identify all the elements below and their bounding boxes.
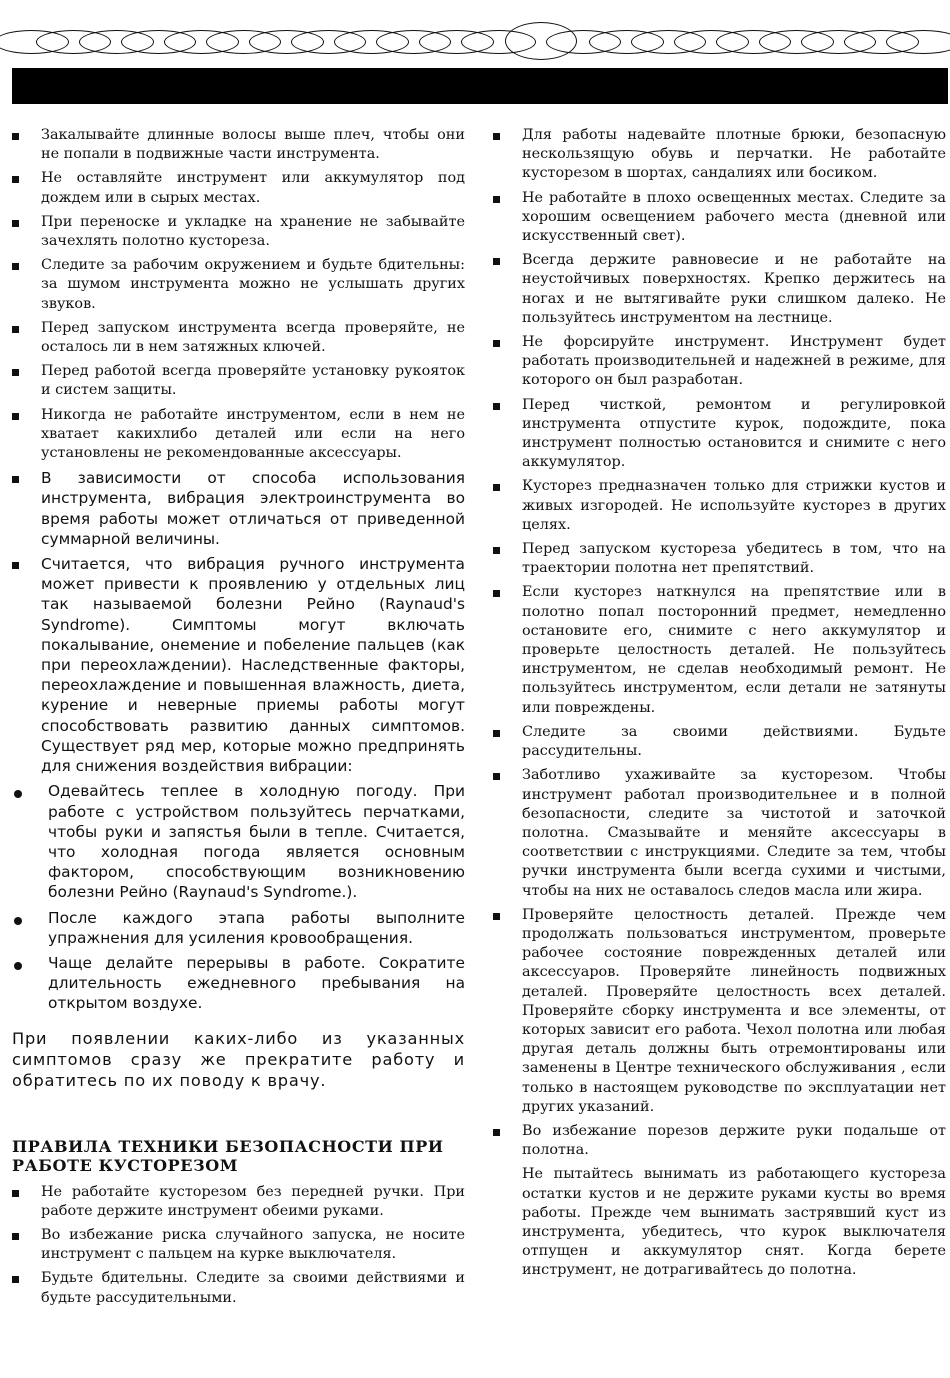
item-text: Не оставляйте инструмент или аккумулятор под дождем или в сырых местах. — [41, 170, 465, 206]
item-text: Не работайте кусторезом без передней ручки. При работе держите инструмент обеими руками. — [41, 1183, 465, 1219]
safety-item — [493, 906, 946, 1117]
round-bullet-icon — [14, 962, 22, 970]
item-text: Кусторез предназначен только для стрижки кустов и живых изгородей. Не используйте кусторез в других целях. — [522, 478, 946, 533]
square-bullet-icon — [12, 326, 19, 333]
item-text: Не работайте в плохо освещенных местах. Следите за хорошим освещением рабочего места (дневной или искусственный свет). — [522, 189, 946, 245]
square-bullet-icon — [493, 484, 500, 491]
square-bullet-icon — [493, 258, 500, 265]
safety-item — [12, 213, 465, 251]
square-bullet-icon — [12, 413, 19, 420]
item-text: Если кусторез наткнулся на препятствие или в полотно попал посторонний предмет, немедленно остановите его, снимите с него аккумулятор и проверьте целостность деталей. Не пользуйтесь инструментом, не сделав необходимый ремонт. Не пользуйтесь инструментом, если детали не затянуты или повреждены. — [522, 584, 946, 716]
item-text: Никогда не работайте инструментом, если в нем не хватает какихлибо деталей или если на него установлены не рекомендованные аксессуары. — [41, 406, 465, 462]
safety-item — [493, 723, 946, 761]
square-bullet-icon — [12, 133, 19, 140]
page-oval — [886, 30, 950, 54]
item-text: Закалывайте длинные волосы выше плеч, чтобы они не попали в подвижные части инструмента. — [41, 127, 465, 163]
safety-item — [493, 477, 946, 535]
item-text: Во избежание риска случайного запуска, не носите инструмент с пальцем на курке выключателя. — [41, 1226, 465, 1263]
item-text: Следите за рабочим окружением и будьте бдительны: за шумом инструмента можно не услышать других звуков. — [41, 257, 465, 312]
item-text: Перед чисткой, ремонтом и регулировкой инструмента отпустите курок, подождите, пока инструмент полностью остановится и снимите с него аккумулятор. — [522, 396, 946, 471]
item-text: При переноске и укладке на хранение не забывайте зачехлять полотно кустореза. — [41, 213, 465, 250]
hedge-trimmer-rule — [12, 1269, 465, 1307]
square-bullet-icon — [12, 476, 19, 483]
item-text: Во избежание порезов держите руки подальше от полотна. — [522, 1122, 946, 1159]
item-text: В зависимости от способа использования инструмента, вибрация электроинструмента во время работы может отличаться от приведенной суммарной величины. — [41, 469, 465, 548]
safety-item — [12, 554, 465, 776]
safety-item — [493, 540, 946, 578]
item-text: Перед работой всегда проверяйте установку рукояток и систем защиты. — [41, 363, 465, 399]
item-text: Всегда держите равновесие и не работайте на неустойчивых поверхностях. Крепко держитесь на ногах и не вытягивайте руки слишком далеко. Не пользуйтесь инструментом на лестнице. — [522, 252, 946, 326]
square-bullet-icon — [493, 913, 500, 920]
safety-item — [493, 333, 946, 391]
square-bullet-icon — [493, 340, 500, 347]
square-bullet-icon — [493, 590, 500, 597]
square-bullet-icon — [12, 1276, 19, 1283]
safety-item — [12, 468, 465, 549]
safety-item — [12, 126, 465, 164]
closing-paragraph: Не пытайтесь вынимать из работающего кустореза остатки кустов и не держите руками кусты во время работы. Прежде чем вынимать застрявший куст из инструмента, убедитесь, что курок выключателя отпущен и аккумулятор снят. Когда берете инструмент, не дотрагивайтесь до полотна. — [522, 1166, 946, 1279]
square-bullet-icon — [12, 176, 19, 183]
square-bullet-icon — [12, 369, 19, 376]
safety-item — [493, 1122, 946, 1160]
item-text: Проверяйте целостность деталей. Прежде чем продолжать пользоваться инструментом, проверьте рабочее состояние поврежденных деталей или аксессуаров. Проверяйте линейность подвижных деталей. Проверяйте целостность всех деталей. Проверяйте сборку инструмента и все элементы, от которых зависит его работа. Чехол полотна или любая другая деталь должны быть отремонтированы или заменены в Центре технического обслуживания , если только в настоящем руководстве по эксплуатации нет других указаний. — [522, 906, 946, 1115]
square-bullet-icon — [493, 1129, 500, 1136]
safety-item — [493, 583, 946, 717]
right-column — [493, 126, 946, 1286]
safety-item — [12, 319, 465, 357]
square-bullet-icon — [12, 562, 19, 569]
safety-item — [12, 256, 465, 314]
item-text: Заботливо ухаживайте за кусторезом. Чтобы инструмент работал производительнее и в полной безопасности, следите за чистотой и заточкой полотна. Смазывайте и меняйте аксессуары в соответствии с инструкциями. Следите за тем, чтобы ручки инструмента были всегда сухими и чистыми, чтобы на них не оставалось следов масла или жира. — [522, 767, 946, 899]
square-bullet-icon — [493, 403, 500, 410]
item-text: Одевайтесь теплее в холодную погоду. При работе с устройством пользуйтесь перчатками, чтобы руки и запястья были в тепле. Считается, что холодная погода является основным фактором, способствующим возникновению болезни Рейно (Raynaud's Syndrome.). — [48, 782, 465, 902]
left-column — [12, 126, 465, 1313]
safety-item — [493, 766, 946, 900]
square-bullet-icon — [493, 773, 500, 780]
square-bullet-icon — [12, 1233, 19, 1240]
round-bullet-icon — [14, 790, 22, 798]
header-bar — [12, 68, 948, 104]
item-text: Будьте бдительны. Следите за своими действиями и будьте рассудительными. — [41, 1270, 465, 1306]
square-bullet-icon — [493, 133, 500, 140]
vibration-tip — [12, 781, 465, 902]
health-warning: При появлении каких-либо из указанных симптомов сразу же прекратите работу и обратитесь по их поводу к врачу. — [12, 1028, 465, 1090]
safety-item — [493, 126, 946, 184]
item-text: Следите за своими действиями. Будьте рассудительны. — [522, 723, 946, 760]
page-index-ovals — [10, 22, 945, 60]
square-bullet-icon — [12, 1190, 19, 1197]
safety-item — [493, 251, 946, 328]
safety-item — [12, 362, 465, 400]
safety-item — [493, 189, 946, 247]
safety-item — [12, 406, 465, 464]
square-bullet-icon — [493, 196, 500, 203]
square-bullet-icon — [12, 220, 19, 227]
hedge-trimmer-rule — [12, 1226, 465, 1264]
safety-item — [12, 169, 465, 207]
square-bullet-icon — [493, 547, 500, 554]
item-text: Перед запуском инструмента всегда проверяйте, не осталось ли в нем затяжных ключей. — [41, 319, 465, 356]
vibration-tip — [12, 908, 465, 948]
round-bullet-icon — [14, 917, 22, 925]
hedge-trimmer-rule — [12, 1183, 465, 1221]
item-text: Для работы надевайте плотные брюки, безопасную нескользящую обувь и перчатки. Не работайте кусторезом в шортах, сандалиях или босиком. — [522, 127, 946, 182]
square-bullet-icon — [493, 730, 500, 737]
item-text: После каждого этапа работы выполните упражнения для усиления кровообращения. — [48, 908, 465, 947]
item-text: Перед запуском кустореза убедитесь в том, что на траектории полотна нет препятствий. — [522, 541, 946, 577]
safety-item — [493, 396, 946, 473]
item-text: Не форсируйте инструмент. Инструмент будет работать производительней и надежней в режиме, для которого он был разработан. — [522, 334, 946, 389]
item-text: Считается, что вибрация ручного инструмента может привести к проявлению у отдельных лиц так называемой болезни Рейно (Raynaud's Syndrome). Симптомы могут включать покалывание, онемение и побеление пальцев (как при переохлаждении). Наследственные факторы, переохлаждение и повышенная влажность, диета, курение и неверные приемы работы могут способствовать развитию данных симптомов. Существует ряд мер, которые можно предпринять для снижения воздействия вибрации: — [41, 555, 465, 776]
section-heading: ПРАВИЛА ТЕХНИКИ БЕЗОПАСНОСТИ ПРИ РАБОТЕ КУСТОРЕЗОМ — [12, 1136, 444, 1175]
square-bullet-icon — [12, 263, 19, 270]
vibration-tip — [12, 953, 465, 1014]
item-text: Чаще делайте перерывы в работе. Сократите длительность ежедневного пребывания на открытом воздухе. — [48, 953, 465, 1013]
